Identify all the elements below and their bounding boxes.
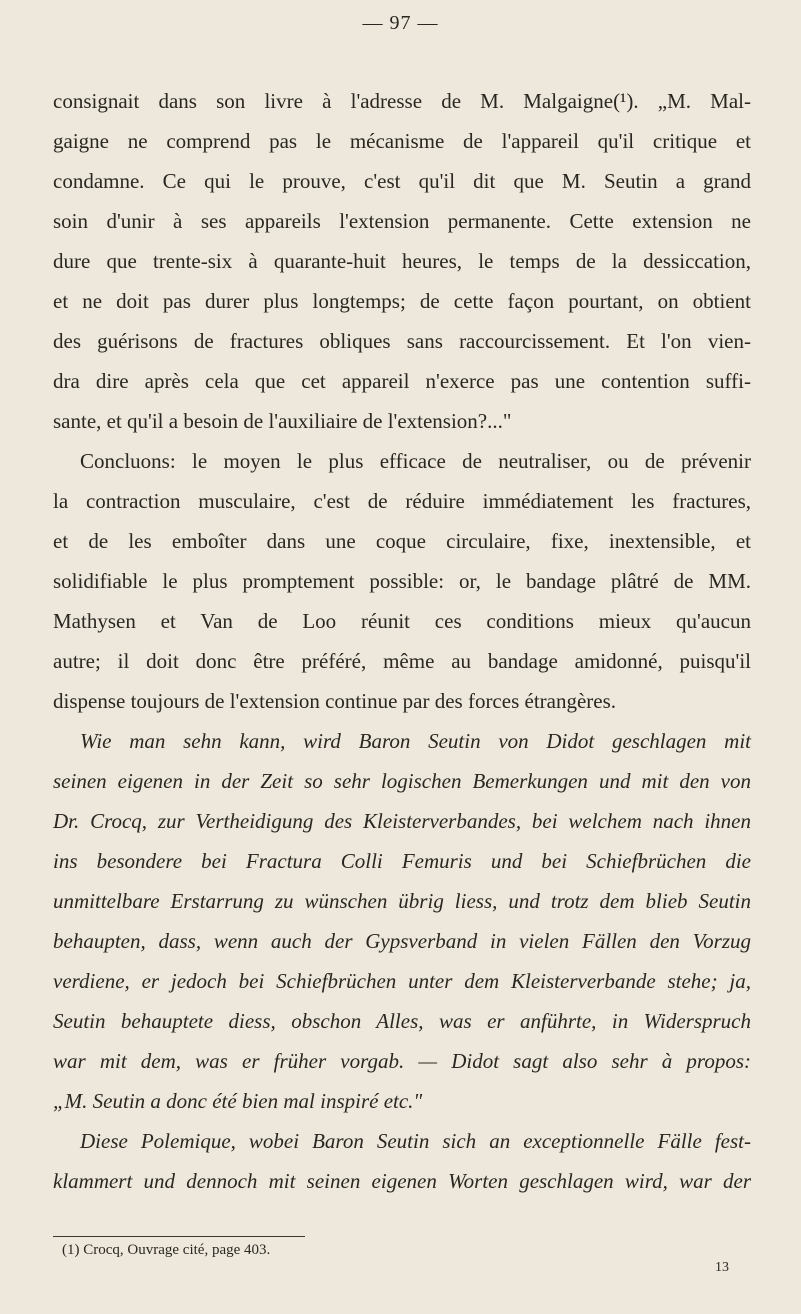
text-line: gaigne ne comprend pas le mécanisme de l'appareil qu'il critique et <box>53 129 751 153</box>
text-line: et de les emboîter dans une coque circulaire, fixe, inextensible, et <box>53 529 751 553</box>
text-line: Diese Polemique, wobei Baron Seutin sich an exceptionnelle Fälle fest- <box>80 1129 751 1153</box>
text-line: Concluons: le moyen le plus efficace de neutraliser, ou de prévenir <box>80 449 751 473</box>
footnote: (1) Crocq, Ouvrage cité, page 403. <box>62 1242 271 1258</box>
text-line: condamne. Ce qui le prouve, c'est qu'il dit que M. Seutin a grand <box>53 169 751 193</box>
text-line: dra dire après cela que cet appareil n'exerce pas une contention suffi- <box>53 369 751 393</box>
text-line: soin d'unir à ses appareils l'extension permanente. Cette extension ne <box>53 209 751 233</box>
text-line: ins besondere bei Fractura Colli Femuris und bei Schiefbrüchen die <box>53 849 751 873</box>
text-line: klammert und dennoch mit seinen eigenen Worten geschlagen wird, war der <box>53 1169 751 1193</box>
text-line: Wie man sehn kann, wird Baron Seutin von Didot geschlagen mit <box>80 729 751 753</box>
text-line: seinen eigenen in der Zeit so sehr logischen Bemerkungen und mit den von <box>53 769 751 793</box>
text-line: Seutin behauptete diess, obschon Alles, was er anführte, in Widerspruch <box>53 1009 751 1033</box>
signature-mark: 13 <box>715 1260 729 1275</box>
text-line: solidifiable le plus promptement possible: or, le bandage plâtré de MM. <box>53 569 751 593</box>
footnote-rule <box>53 1236 305 1237</box>
text-line: behaupten, dass, wenn auch der Gypsverband in vielen Fällen den Vorzug <box>53 929 751 953</box>
text-line: consignait dans son livre à l'adresse de M. Malgaigne(¹). „M. Mal- <box>53 89 751 113</box>
text-line: dure que trente-six à quarante-huit heures, le temps de la dessiccation, <box>53 249 751 273</box>
text-line: verdiene, er jedoch bei Schiefbrüchen unter dem Kleisterverbande stehe; ja, <box>53 969 751 993</box>
text-line: sante, et qu'il a besoin de l'auxiliaire de l'extension?..." <box>53 409 512 433</box>
text-line: unmittelbare Erstarrung zu wünschen übrig liess, und trotz dem blieb Seutin <box>53 889 751 913</box>
page-number: — 97 — <box>362 12 439 34</box>
text-line: et ne doit pas durer plus longtemps; de cette façon pourtant, on obtient <box>53 289 751 313</box>
text-line: des guérisons de fractures obliques sans raccourcissement. Et l'on vien- <box>53 329 751 353</box>
text-line: „M. Seutin a donc été bien mal inspiré etc." <box>53 1089 423 1113</box>
text-line: Mathysen et Van de Loo réunit ces conditions mieux qu'aucun <box>53 609 751 633</box>
text-line: la contraction musculaire, c'est de réduire immédiatement les fractures, <box>53 489 751 513</box>
text-line: dispense toujours de l'extension continue par des forces étrangères. <box>53 689 617 713</box>
text-line: war mit dem, was er früher vorgab. — Didot sagt also sehr à propos: <box>53 1049 751 1073</box>
text-line: autre; il doit donc être préféré, même au bandage amidonné, puisqu'il <box>53 649 751 673</box>
text-line: Dr. Crocq, zur Vertheidigung des Kleisterverbandes, bei welchem nach ihnen <box>53 809 751 833</box>
